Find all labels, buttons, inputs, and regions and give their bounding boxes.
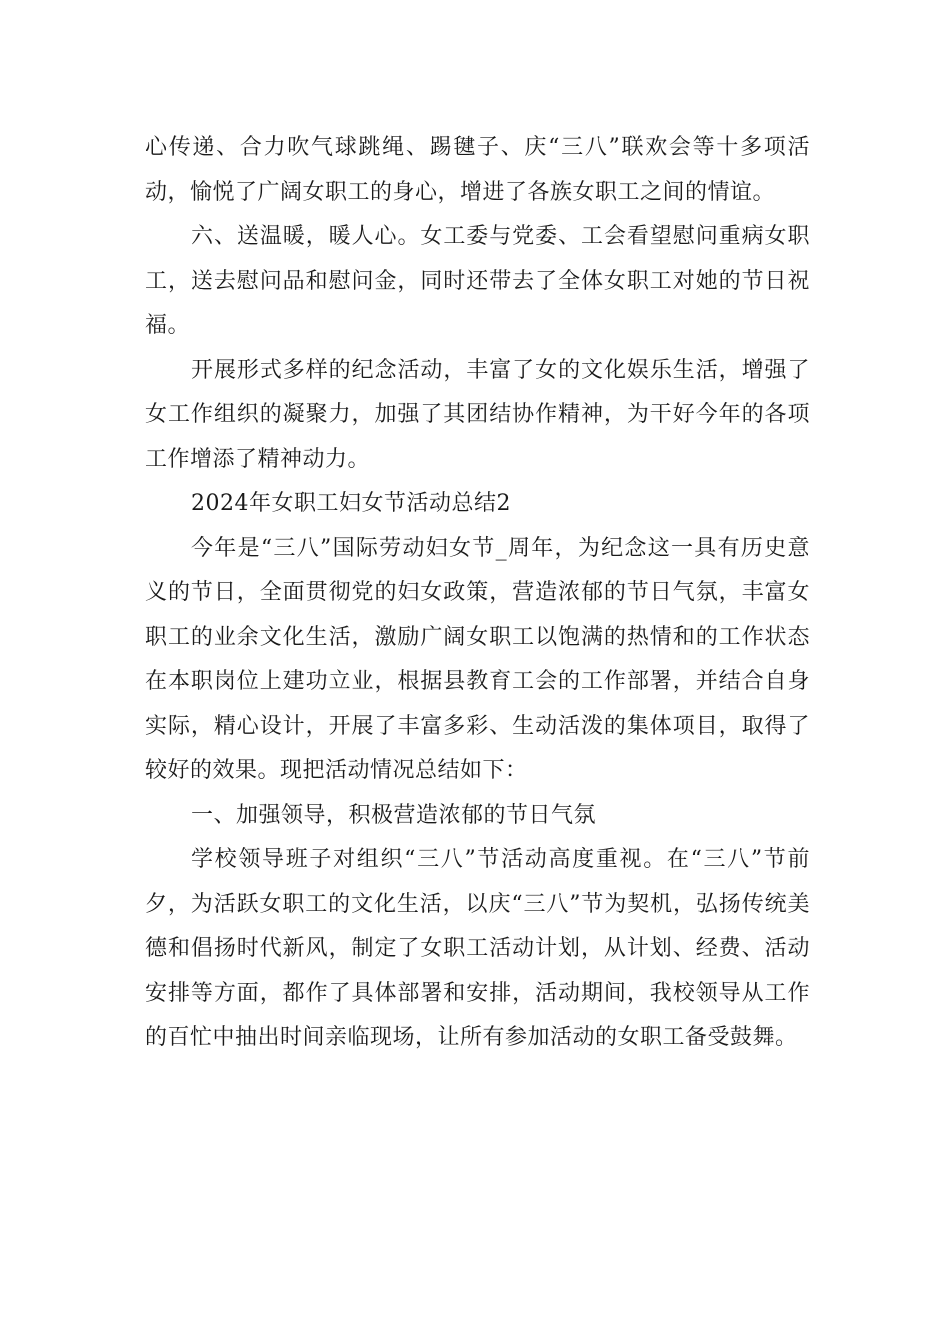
- subheading-leadership: 一、加强领导，积极营造浓郁的节日气氛: [191, 802, 597, 828]
- paragraph-intro: 今年是“三八”国际劳动妇女节_周年，为纪念这一具有历史意义的节日，全面贯彻党的妇女政策，营造浓郁的节日气氛，丰富女职工的业余文化生活，激励广阔女职工以饱满的热情和的工作状态在本职岗位上建功立业，根据县教育工会的工作部署，并结合自身实际，精心设计，开展了丰富多彩、生动活泼的集体项目，取得了较好的效果。现把活动情况总结如下：: [145, 535, 810, 783]
- document-body: [145, 126, 810, 1061]
- paragraph-leadership: 学校领导班子对组织“三八”节活动高度重视。在“三八”节前夕，为活跃女职工的文化生活，以庆“三八”节为契机，弘扬传统美德和倡扬时代新风，制定了女职工活动计划，从计划、经费、活动安排等方面，都作了具体部署和安排，活动期间，我校领导从工作的百忙中抽出时间亲临现场，让所有参加活动的女职工备受鼓舞。: [145, 847, 810, 1050]
- paragraph-care-visit: 六、送温暖，暖人心。女工委与党委、工会看望慰问重病女职工，送去慰问品和慰问金，同时还带去了全体女职工对她的节日祝福。: [145, 224, 810, 338]
- section-title: 2024年女职工妇女节活动总结2: [191, 491, 511, 516]
- paragraph-activities-summary: 开展形式多样的纪念活动，丰富了女的文化娱乐生活，增强了女工作组织的凝聚力，加强了其团结协作精神，为干好今年的各项工作增添了精神动力。: [145, 357, 810, 472]
- paragraph-continuation: 心传递、合力吹气球跳绳、踢毽子、庆“三八”联欢会等十多项活动，愉悦了广阔女职工的身心，增进了各族女职工之间的情谊。: [145, 135, 810, 205]
